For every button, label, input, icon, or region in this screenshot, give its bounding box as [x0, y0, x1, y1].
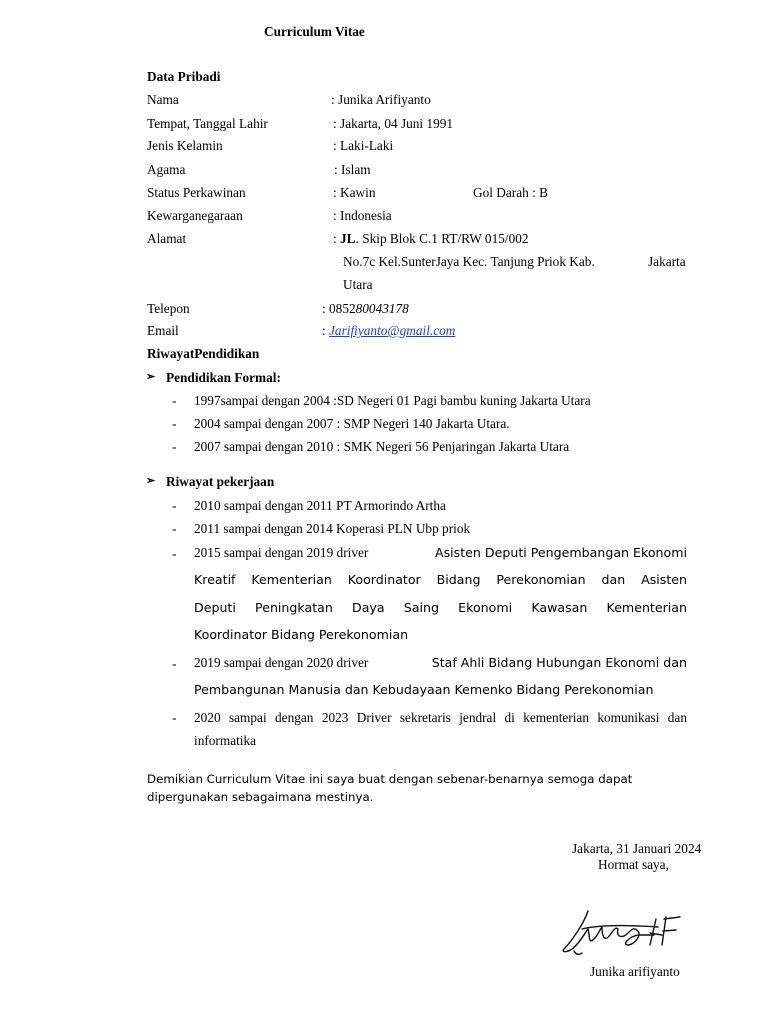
work-item4-text: Staf Ahli Bidang Hubungan Ekonomi dan	[431, 655, 687, 670]
page-title: Curriculum Vitae	[264, 24, 365, 39]
value-nama: : Junika Arifiyanto	[331, 92, 431, 107]
dash-bullet-icon: -	[172, 656, 177, 671]
section-heading-work: Riwayat pekerjaan	[166, 474, 275, 489]
work-item5-line2: informatika	[194, 733, 257, 748]
alamat-jl: JL	[340, 231, 356, 246]
value-alamat-line2-left: No.7c Kel.SunterJaya Kec. Tanjung Priok Kab.	[343, 254, 595, 269]
closing-line1: Demikian Curriculum Vitae ini saya buat dengan sebenar-benarnya semoga dapat	[147, 772, 633, 786]
dash-bullet-icon: -	[172, 521, 177, 536]
email-link[interactable]: Jarifiyanto@gmail.com	[329, 323, 456, 338]
alamat-prefix: :	[333, 231, 341, 246]
list-item	[194, 545, 687, 561]
dash-bullet-icon: -	[172, 393, 177, 408]
label-kewarganegaraan: Kewarganegaraan	[147, 208, 243, 223]
value-status-perkawinan: : Kawin	[333, 185, 376, 200]
work-item4-line2: Pembangunan Manusia dan Kebudayaan Kemenko Bidang Perekonomian	[194, 682, 654, 697]
dash-bullet-icon: -	[172, 439, 177, 454]
label-agama: Agama	[147, 162, 186, 177]
value-alamat-line1	[333, 231, 529, 247]
sign-place-date: Jakarta, 31 Januari 2024	[572, 841, 702, 856]
section-heading-education: RiwayatPendidikan	[147, 346, 260, 361]
list-item: 2011 sampai dengan 2014 Koperasi PLN Ubp priok	[194, 521, 471, 536]
value-agama: : Islam	[334, 162, 371, 177]
work-item5-line1: 2020 sampai dengan 2023 Driver sekretaris jendral di kementerian komunikasi dan	[194, 710, 687, 725]
label-telepon: Telepon	[147, 301, 190, 316]
label-email: Email	[147, 323, 179, 338]
closing-line2: dipergunakan sebagaimana mestinya.	[147, 790, 374, 804]
signature-icon	[558, 905, 688, 965]
work-item3-line3: Deputi Peningkatan Daya Saing Ekonomi Kawasan Kementerian	[194, 600, 687, 615]
work-item3-text: Asisten Deputi Pengembangan Ekonomi	[434, 545, 687, 560]
label-jenis-kelamin: Jenis Kelamin	[147, 138, 223, 153]
value-kewarganegaraan: : Indonesia	[333, 208, 392, 223]
dash-bullet-icon: -	[172, 546, 177, 561]
value-tempat-tanggal-lahir: : Jakarta, 04 Juni 1991	[333, 116, 454, 131]
sign-regards: Hormat saya,	[598, 857, 669, 872]
dash-bullet-icon: -	[172, 498, 177, 513]
email-prefix: :	[322, 323, 330, 338]
label-tempat-tanggal-lahir: Tempat, Tanggal Lahir	[147, 116, 268, 131]
list-item: 2004 sampai dengan 2007 : SMP Negeri 140 Jakarta Utara.	[194, 416, 510, 431]
value-alamat-line2-right: Jakarta	[648, 254, 686, 269]
list-item: 1997sampai dengan 2004 :SD Negeri 01 Pagi bambu kuning Jakarta Utara	[194, 393, 591, 408]
telepon-rest: 80043178	[355, 301, 409, 316]
work-item3-line4: Koordinator Bidang Perekonomian	[194, 627, 409, 642]
list-item: 2010 sampai dengan 2011 PT Armorindo Artha	[194, 498, 446, 513]
label-status-perkawinan: Status Perkawinan	[147, 185, 246, 200]
dash-bullet-icon: -	[172, 416, 177, 431]
list-item	[194, 655, 687, 671]
work-item3-period: 2015 sampai dengan 2019 driver	[194, 545, 369, 560]
value-email	[322, 323, 455, 339]
sign-name: Junika arifiyanto	[590, 964, 680, 979]
value-jenis-kelamin: : Laki-Laki	[333, 138, 394, 153]
alamat-rest: . Skip Blok C.1 RT/RW 015/002	[355, 231, 529, 246]
label-nama: Nama	[147, 92, 179, 107]
arrow-bullet-icon: ➢	[146, 475, 156, 487]
work-item3-line2: Kreatif Kementerian Koordinator Bidang Perekonomian dan Asisten	[194, 572, 687, 587]
dash-bullet-icon: -	[172, 710, 177, 725]
section-heading-personal: Data Pribadi	[147, 69, 221, 84]
value-gol-darah: Gol Darah : B	[473, 185, 548, 200]
telepon-prefix: : 0852	[322, 301, 356, 316]
list-item: 2007 sampai dengan 2010 : SMK Negeri 56 Penjaringan Jakarta Utara	[194, 439, 570, 454]
work-item4-period: 2019 sampai dengan 2020 driver	[194, 655, 369, 670]
value-alamat-line3: Utara	[343, 277, 373, 292]
arrow-bullet-icon: ➢	[146, 371, 156, 383]
label-alamat: Alamat	[147, 231, 187, 246]
value-telepon	[322, 301, 409, 317]
subheading-formal-education: Pendidikan Formal:	[166, 370, 281, 385]
